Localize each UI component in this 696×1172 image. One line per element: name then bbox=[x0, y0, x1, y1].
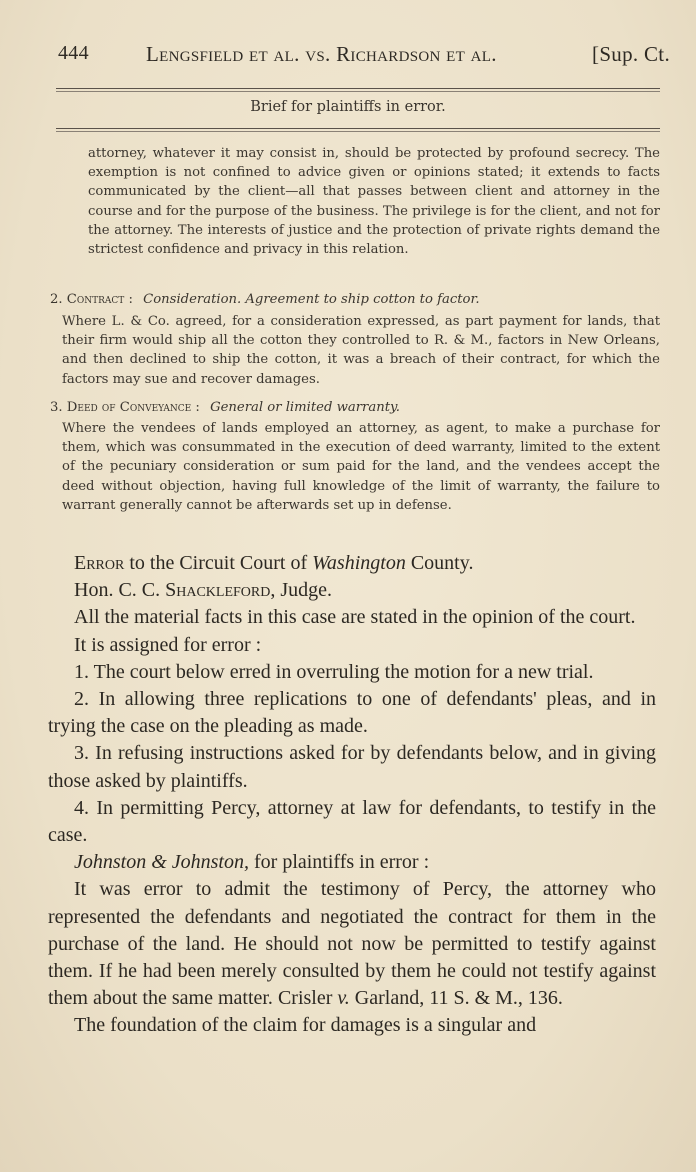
case-title: Lengsfield et al. vs. Richardson et al. bbox=[146, 42, 497, 66]
syllabus-item-3-text: Where the vendees of lands employed an attorney, as agent, to make a purchase for them, which was consummated in the execution of deed warranty, limited to the extent of the pecuniary consideration or sum paid for the land, and the vendees accept the deed without objection, having full knowledge of the limit of warranty, the failure to warrant generally cannot be afterwards set up in defense. bbox=[62, 421, 660, 513]
header-rule-bottom-2 bbox=[56, 131, 660, 132]
argument-paragraph: It was error to admit the testimony of Percy, the attorney who represented the defendants and negotiated the contract for them in the purchase of the land. He should not now be permitted to testify against them. If he had been merely consulted by them he could not testify against them about the same matter. Crisler v. Garland, 11 S. & M., 136. bbox=[48, 878, 656, 1010]
assigned-paragraph: It is assigned for error : bbox=[74, 633, 262, 656]
syllabus-continuation: attorney, whatever it may consist in, should be protected by profound secrecy. The exemption is not confined to advice given or opinions stated; it extends to facts communicated by the client—all that passes between client and attorney in the course and for the purpose of the business. The privilege is for the client, and not for the attorney. The interests of justice and the protection of private rights demand the strictest confidence and privacy in this relation. bbox=[88, 146, 660, 258]
brief-subheader: Brief for plaintiffs in error. bbox=[250, 99, 446, 115]
header-rule-top-2 bbox=[56, 91, 660, 92]
judge-line: Hon. C. C. Shackleford, Judge. bbox=[74, 579, 333, 602]
item-2-number: 2. bbox=[50, 292, 63, 307]
counsel-names: Johnston & Johnston, bbox=[74, 851, 249, 874]
item-3-topic: Deed of Conveyance : bbox=[66, 400, 200, 415]
syllabus-item-3-heading bbox=[50, 398, 660, 417]
error-3: 3. In refusing instructions asked for by defendants below, and in giving those asked by plaintiffs. bbox=[48, 742, 656, 792]
page-number: 444 bbox=[58, 42, 89, 64]
error-word: Error bbox=[74, 552, 125, 574]
syllabus-item-2-text: Where L. & Co. agreed, for a consideration expressed, as part payment for lands, that their firm would ship all the cotton they controlled to R. & M., factors in New Orleans, and then declined to ship the cotton, it was a breach of their contract, for which the factors may sue and recover damages. bbox=[62, 314, 660, 387]
syllabus-item-2-heading bbox=[50, 290, 660, 309]
error-line: Error to the Circuit Court of Washington County. bbox=[74, 552, 474, 574]
counsel-line: Johnston & Johnston, for plaintiffs in error : bbox=[74, 851, 430, 874]
header-rule-top bbox=[56, 88, 660, 89]
error-4: 4. In permitting Percy, attorney at law for defendants, to testify in the case. bbox=[48, 796, 656, 847]
facts-paragraph: All the material facts in this case are stated in the opinion of the court. bbox=[74, 606, 636, 629]
item-2-topic: Contract : bbox=[66, 292, 133, 307]
header-rule-bottom bbox=[56, 128, 660, 129]
item-3-title: General or limited warranty. bbox=[210, 400, 400, 415]
court-label: [Sup. Ct. bbox=[592, 42, 670, 66]
last-paragraph: The foundation of the claim for damages is a singular and bbox=[74, 1014, 537, 1037]
error-2: 2. In allowing three replications to one of defendants' pleas, and in trying the case on the pleading as made. bbox=[48, 688, 656, 738]
running-head bbox=[58, 40, 670, 74]
county-name: Washington bbox=[312, 552, 406, 574]
item-3-number: 3. bbox=[50, 400, 63, 415]
opinion-body bbox=[48, 550, 656, 1040]
error-1: 1. The court below erred in overruling the motion for a new trial. bbox=[74, 660, 594, 683]
judge-name: Shackleford bbox=[165, 579, 271, 602]
item-2-title: Consideration. Agreement to ship cotton to factor. bbox=[143, 292, 480, 307]
